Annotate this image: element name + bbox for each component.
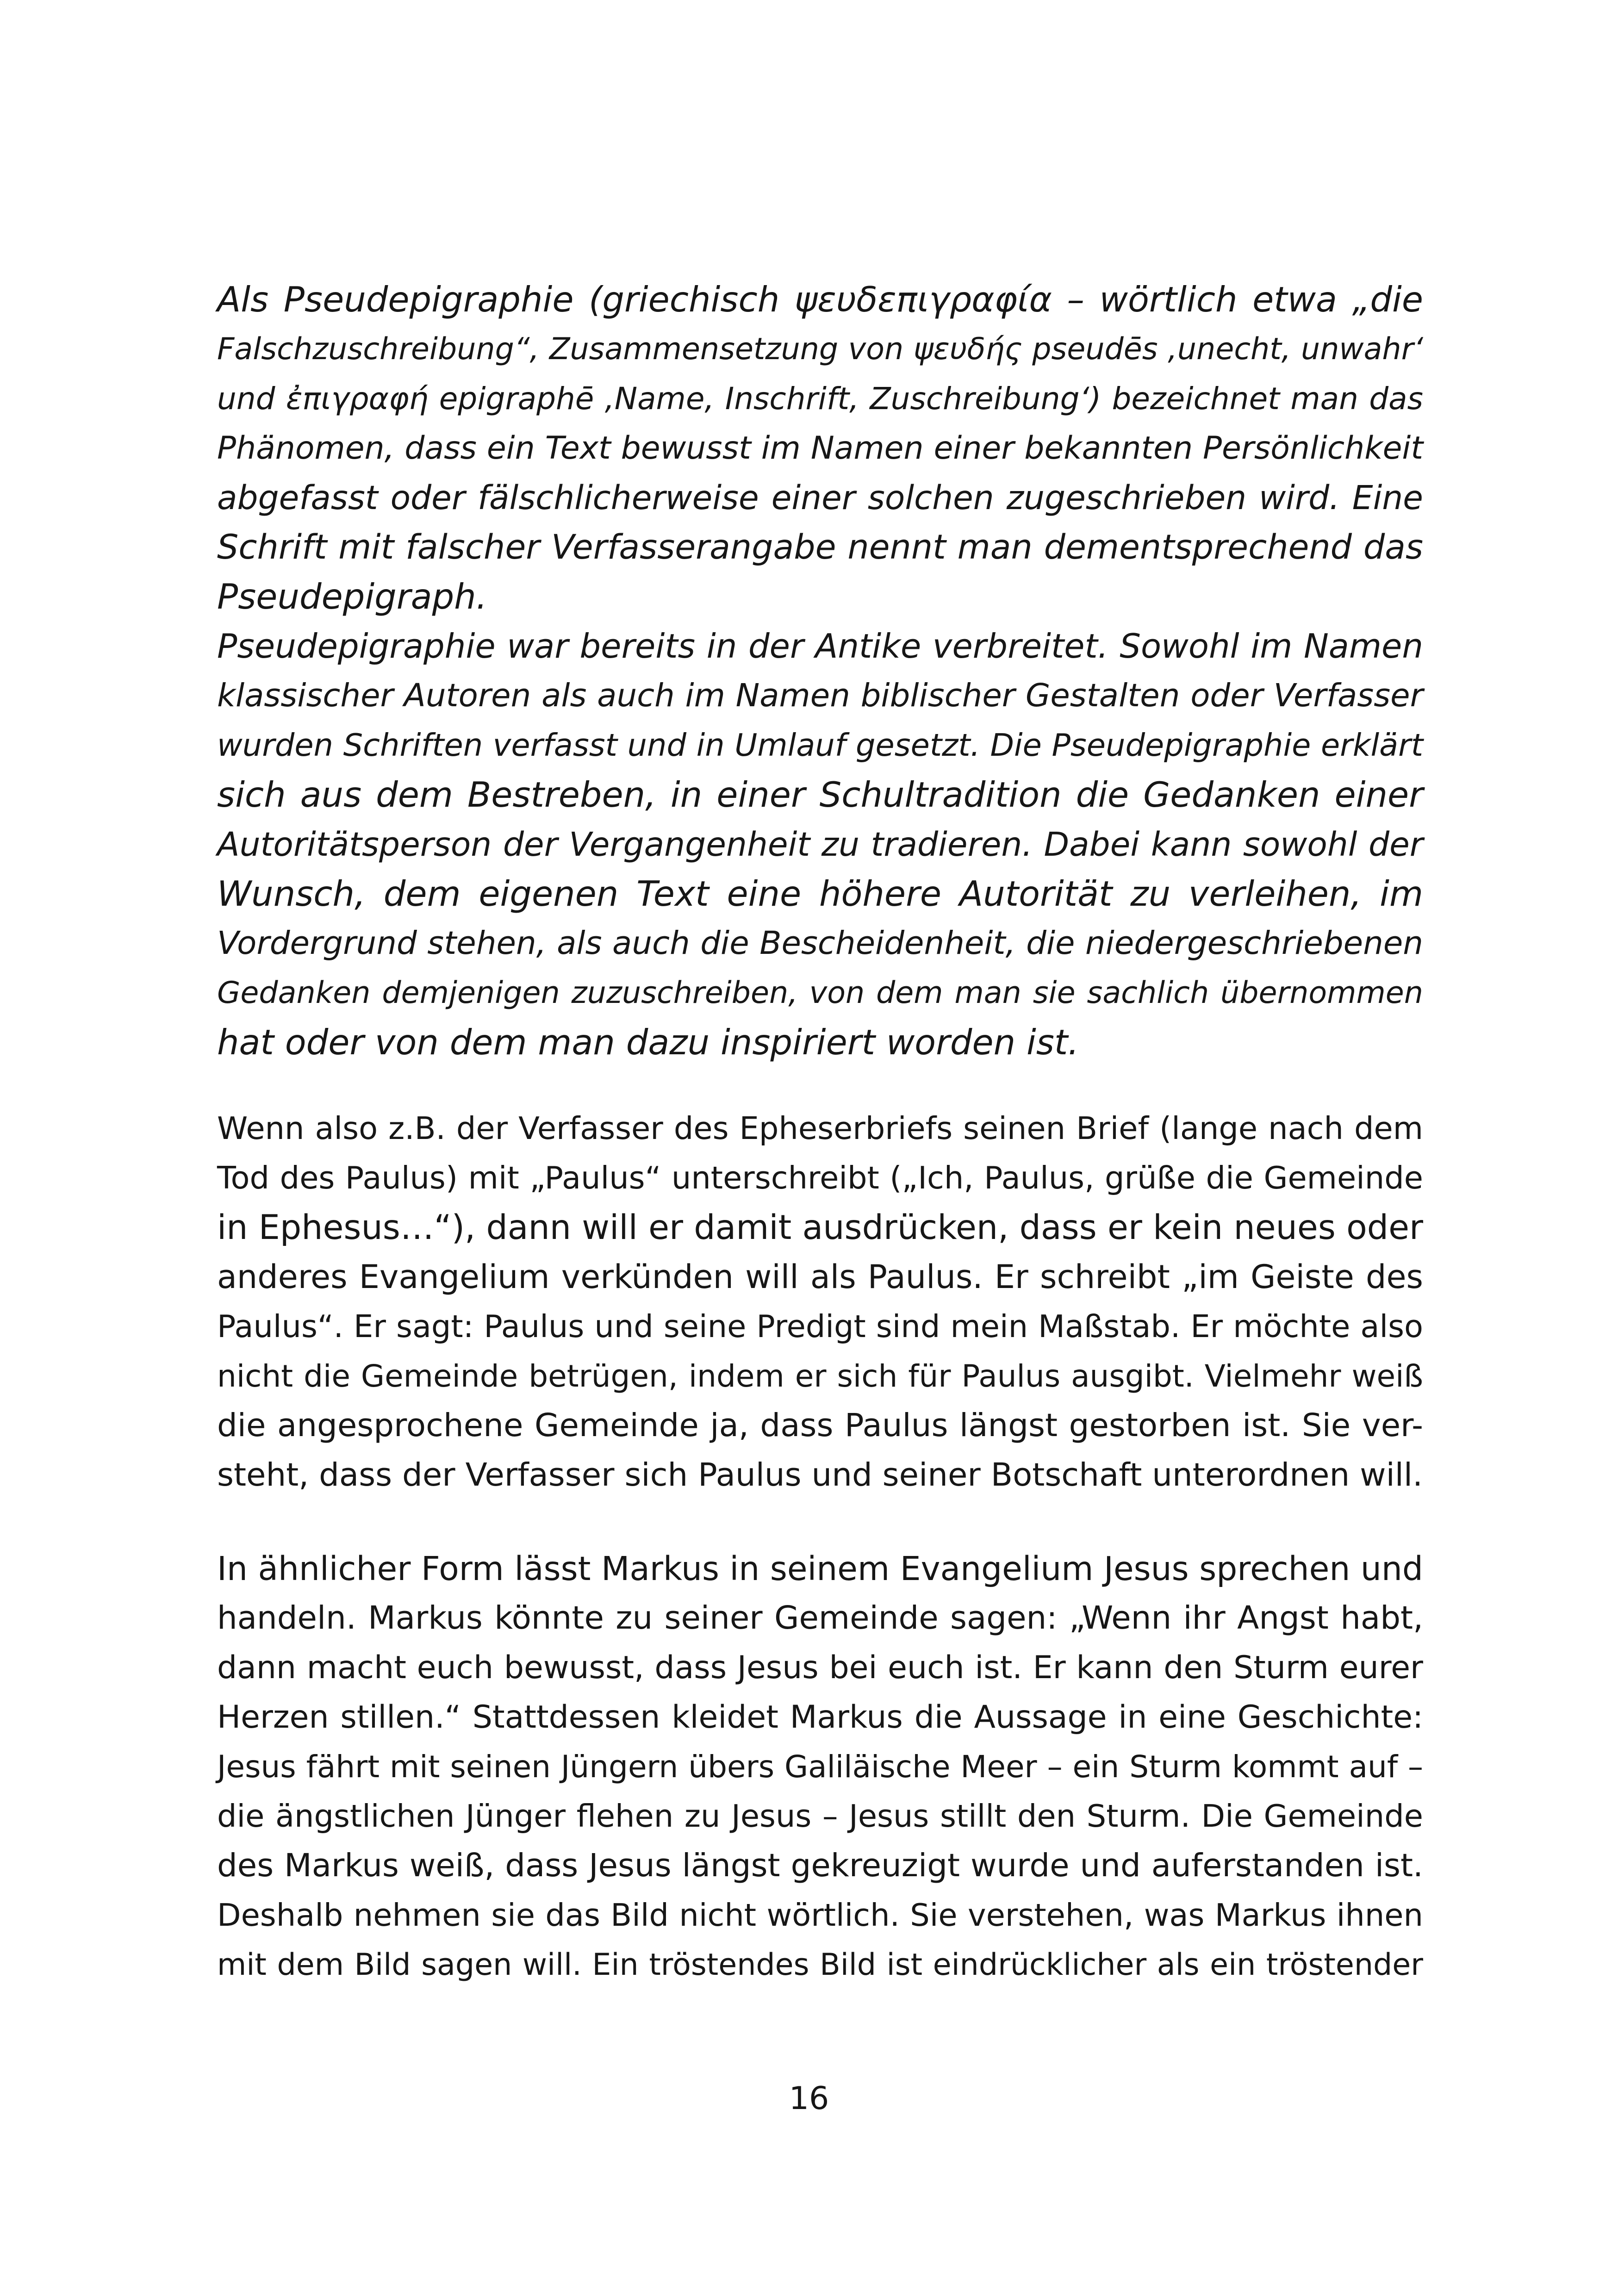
text-line: die ängstlichen Jünger flehen zu Jesus – Jesus stillt den Sturm. Die Gemeinde <box>217 1798 1423 1834</box>
text-line: des Markus weiß, dass Jesus längst gekreuzigt wurde und auferstanden ist. <box>217 1847 1423 1884</box>
text-line: Pseudepigraphie war bereits in der Antike verbreitet. Sowohl im Namen <box>217 627 1423 666</box>
text-line: in Ephesus…“), dann will er damit ausdrücken, dass er kein neues oder <box>217 1208 1423 1247</box>
text-line: hat oder von dem man dazu inspiriert worden ist. <box>217 1022 1079 1063</box>
text-line: Als Pseudepigraphie (griechisch ψευδεπιγραφία – wörtlich etwa „die <box>217 279 1423 320</box>
text-line: Wenn also z.B. der Verfasser des Epheserbriefs seinen Brief (lange nach dem <box>217 1110 1423 1146</box>
text-line: Phänomen, dass ein Text bewusst im Namen einer bekannten Persönlichkeit <box>217 430 1423 467</box>
paragraph-markus <box>217 1544 1423 1990</box>
text-line: Gedanken demjenigen zuzuschreiben, von dem man sie sachlich übernommen <box>217 976 1423 1010</box>
text-line: Vordergrund stehen, als auch die Bescheidenheit, die niedergeschriebenen <box>217 925 1423 962</box>
text-line: und ἐπιγραφή epigraphē ‚Name, Inschrift, Zuschreibung‘) bezeichnet man das <box>217 381 1423 417</box>
text-line: sich aus dem Bestreben, in einer Schultradition die Gedanken einer <box>217 774 1423 815</box>
text-line: abgefasst oder fälschlicherweise einer solchen zugeschrieben wird. Eine <box>217 479 1423 517</box>
text-line: dann macht euch bewusst, dass Jesus bei euch ist. Er kann den Sturm eurer <box>217 1649 1423 1686</box>
paragraph-pseudepigraphie-definition <box>217 275 1423 1067</box>
text-line: Paulus“. Er sagt: Paulus und seine Predigt sind mein Maßstab. Er möchte also <box>217 1308 1423 1344</box>
text-line: Tod des Paulus) mit „Paulus“ unterschreibt („Ich, Paulus, grüße die Gemeinde <box>217 1160 1423 1196</box>
text-line: Pseudepigraph. <box>217 576 487 617</box>
text-line: wurden Schriften verfasst und in Umlauf gesetzt. Die Pseudepigraphie erklärt <box>217 727 1423 763</box>
text-line: Schrift mit falscher Verfasserangabe nennt man dementsprechend das <box>217 528 1423 567</box>
text-line: Herzen stillen.“ Stattdessen kleidet Markus die Aussage in eine Geschichte: <box>217 1699 1423 1736</box>
text-line: Wunsch, dem eigenen Text eine höhere Autorität zu verleihen, im <box>217 873 1423 914</box>
text-line: Jesus fährt mit seinen Jüngern übers Galiläische Meer – ein Sturm kommt auf – <box>217 1749 1423 1785</box>
text-line: In ähnlicher Form lässt Markus in seinem Evangelium Jesus sprechen und <box>217 1549 1423 1588</box>
text-line: anderes Evangelium verkünden will als Paulus. Er schreibt „im Geiste des <box>217 1258 1423 1296</box>
text-line: handeln. Markus könnte zu seiner Gemeinde sagen: „Wenn ihr Angst habt, <box>217 1599 1423 1636</box>
text-line: klassischer Autoren als auch im Namen biblischer Gestalten oder Verfasser <box>217 677 1423 714</box>
text-line: Deshalb nehmen sie das Bild nicht wörtlich. Sie verstehen, was Markus ihnen <box>217 1897 1423 1933</box>
text-line: mit dem Bild sagen will. Ein tröstendes Bild ist eindrücklicher als ein tröstender <box>217 1948 1423 1982</box>
paragraph-epheserbrief <box>217 1104 1423 1500</box>
text-line: Falschzuschreibung“, Zusammensetzung von ψευδής pseudēs ‚unecht, unwahr‘ <box>217 332 1423 367</box>
text-line: steht, dass der Verfasser sich Paulus und seiner Botschaft unterordnen will. <box>217 1456 1423 1493</box>
text-line: die angesprochene Gemeinde ja, dass Paulus längst gestorben ist. Sie ver- <box>217 1407 1423 1444</box>
text-line: Autoritätsperson der Vergangenheit zu tradieren. Dabei kann sowohl der <box>217 825 1423 864</box>
page-number: 16 <box>789 2080 829 2117</box>
text-line: nicht die Gemeinde betrügen, indem er sich für Paulus ausgibt. Vielmehr weiß <box>217 1358 1423 1394</box>
